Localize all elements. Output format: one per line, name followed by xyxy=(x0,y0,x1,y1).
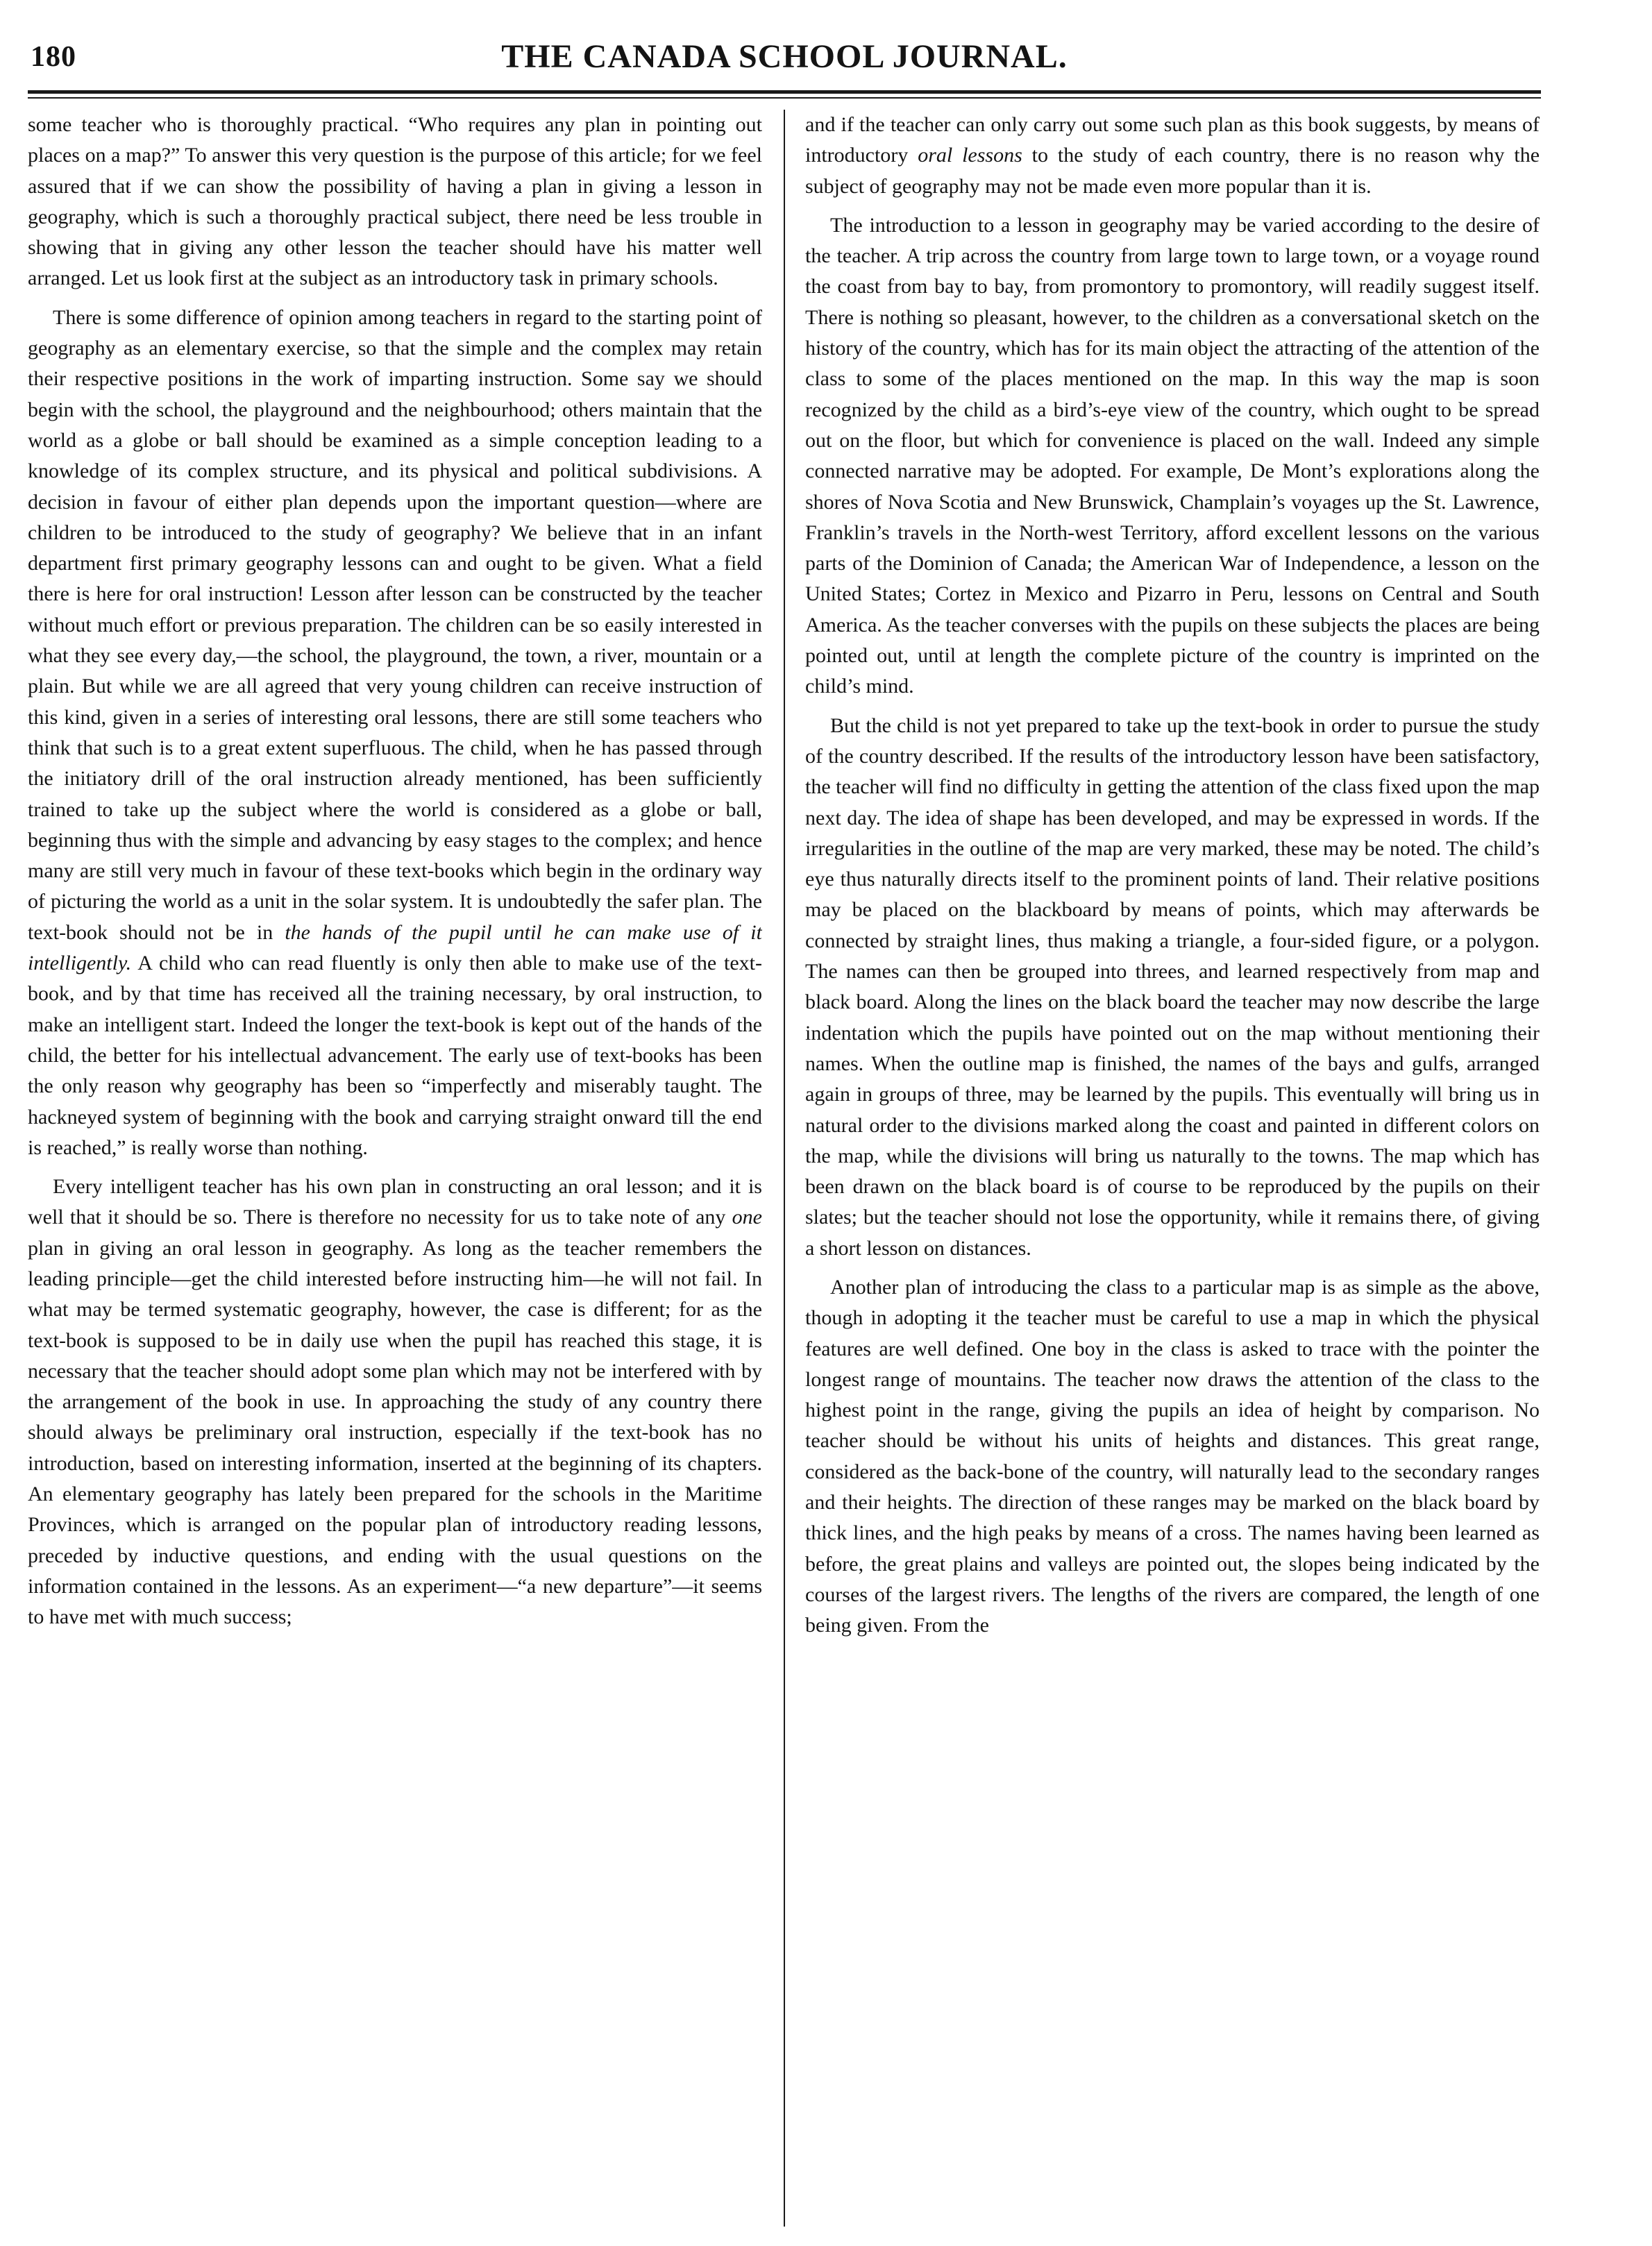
header-rule-thick xyxy=(28,90,1541,94)
paragraph: and if the teacher can only carry out some such plan as this book suggests, by means of introductory oral lessons to the study of each country, there is no reason why the subject of geography may not be made even more popular than it is. xyxy=(805,113,1540,198)
italic-text: one xyxy=(732,1206,762,1229)
page-number: 180 xyxy=(31,41,76,73)
paragraph: Every intelligent teacher has his own plan in constructing an oral lesson; and it is well that it should be so. There is therefore no necessity for us to take note of any one plan in giving an oral lesson in geography. As long as the teacher remembers the leading principle—get the child interested before instructing him—he will not fail. In what may be termed systematic geography, however, the case is different; for as the text-book is supposed to be in daily use when the pupil has reached this stage, it is necessary that the teacher should adopt some plan which may not be interfered with by the arrangement of the book in use. In approaching the study of any country there should always be preliminary oral instruction, especially if the text-book has no introduction, based on interesting information, inserted at the beginning of its chapters. An elementary geography has lately been prepared for the schools in the Maritime Provinces, which is arranged on the popular plan of introductory reading lessons, preceded by inductive questions, and ending with the usual questions on the information contained in the lessons. As an experiment—“a new departure”—it seems to have met with much success; xyxy=(28,1175,762,1629)
page-header xyxy=(28,21,1541,99)
italic-text: the hands of the pupil until he can make use of it intelligently. xyxy=(28,920,762,975)
paragraph: some teacher who is thoroughly practical. “Who requires any plan in pointing out places on a map?” To answer this very question is the purpose of this article; for we feel assured that if we can show the possibility of having a plan in giving a lesson in geography, which is such a thoroughly practical subject, there need be less trouble in showing that in giving any other lesson the teacher should have his matter well arranged. Let us look first at the subject as an introductory task in primary schools. xyxy=(28,113,762,290)
journal-title: THE CANADA SCHOOL JOURNAL. xyxy=(501,38,1068,75)
paragraph: There is some difference of opinion among teachers in regard to the starting point of geography as an elementary exercise, so that the simple and the complex may retain their respective positions in the work of imparting instruction. Some say we should begin with the school, the playground and the neighbourhood; others maintain that the world as a globe or ball should be examined as a simple conception leading to a knowledge of its complex structure, and its physical and political subdivisions. A decision in favour of either plan depends upon the important question—where are children to be introduced to the study of geography? We believe that in an infant department first primary geography lessons can and ought to be given. What a field there is here for oral instruction! Lesson after lesson can be constructed by the teacher without much effort or previous preparation. The children can be so easily interested in what they see every day,—the school, the playground, the town, a river, mountain or a plain. But while we are all agreed that very young children can receive instruction of this kind, given in a series of interesting oral lessons, there are still some teachers who think that such is to a great extent superfluous. The child, when he has passed through the initiatory drill of the oral instruction already mentioned, has been sufficiently trained to take up the subject where the world is considered as a globe or ball, beginning thus with the simple and advancing by easy stages to the complex; and hence many are still very much in favour of these text-books which begin in the ordinary way of picturing the world as a unit in the solar system. It is undoubtedly the safer plan. The text-book should not be in the hands of the pupil until he can make use of it intelligently. A child who can read fluently is only then able to make use of the text-book, and by that time has received all the training necessary, by oral instruction, to make an intelligent start. Indeed the longer the text-book is kept out of the hands of the child, the better for his intellectual advancement. The early use of text-books has been the only reason why geography has been so “imperfectly and miserably taught. The hackneyed system of beginning with the book and carrying straight onward till the end is reached,” is really worse than nothing. xyxy=(28,305,762,1159)
right-column xyxy=(805,110,1540,2227)
header-rule-thin xyxy=(28,97,1541,99)
paragraph: Another plan of introducing the class to a particular map is as simple as the above, though in adopting it the teacher must be careful to use a map in which the physical features are well defined. One boy in the class is asked to trace with the pointer the longest range of mountains. The teacher now draws the attention of the class to the highest point in the range, giving the pupils an idea of height by comparison. No teacher should be without his units of heights and distances. This great range, considered as the back-bone of the country, will naturally lead to the secondary ranges and their heights. The direction of these ranges may be marked on the black board by thick lines, and the high peaks by means of a cross. The names having been learned as before, the great plains and valleys are pointed out, the slopes being indicated by the courses of the largest rivers. The lengths of the rivers are compared, the length of one being given. From the xyxy=(805,1275,1540,1637)
italic-text: oral lessons xyxy=(918,144,1022,167)
left-column xyxy=(28,110,762,2227)
paragraph: The introduction to a lesson in geography may be varied according to the desire of the teacher. A trip across the country from large town to large town, or a voyage round the coast from bay to bay, from promontory to promontory, will readily suggest itself. There is nothing so pleasant, however, to the children as a conversational sketch on the history of the country, which has for its main object the attracting of the attention of the class to some of the places mentioned on the map. In this way the map is soon recognized by the child as a bird’s-eye view of the country, which ought to be spread out on the floor, but which for convenience is placed on the wall. Indeed any simple connected narrative may be adopted. For example, De Mont’s explorations along the shores of Nova Scotia and New Brunswick, Champlain’s voyages up the St. Lawrence, Franklin’s travels in the North-west Territory, afford excellent lessons on the various parts of the Dominion of Canada; the American War of Independence, a lesson on the United States; Cortez in Mexico and Pizarro in Peru, lessons on Central and South America. As the teacher converses with the pupils on these subjects the places are being pointed out, until at length the complete picture of the country is imprinted on the child’s mind. xyxy=(805,213,1540,698)
column-divider xyxy=(784,110,785,2227)
paragraph: But the child is not yet prepared to take up the text-book in order to pursue the study of the country described. If the results of the introductory lesson have been satisfactory, the teacher will find no difficulty in getting the attention of the class fixed upon the map next day. The idea of shape has been developed, and may be expressed in words. If the irregularities in the outline of the map are very marked, these may be noted. The child’s eye thus naturally directs itself to the prominent points of land. Their relative positions may be placed on the blackboard by means of points, which may afterwards be connected by straight lines, thus making a triangle, a four-sided figure, or a polygon. The names can then be grouped into threes, and learned respectively from map and black board. Along the lines on the black board the teacher may now describe the large indentation which the pupils have pointed out on the map without mentioning their names. When the outline map is finished, the names of the bays and gulfs, arranged again in groups of three, may be learned by the pupils. This eventually will bring us in natural order to the divisions marked along the coast and painted in different colors on the map, while the divisions will bring us naturally to the towns. The map which has been drawn on the black board is of course to be reproduced by the pupils on their slates; but the teacher should not lose the opportunity, while it remains there, of giving a short lesson on distances. xyxy=(805,714,1540,1260)
journal-page xyxy=(28,21,1541,2228)
article-columns xyxy=(28,110,1541,2227)
